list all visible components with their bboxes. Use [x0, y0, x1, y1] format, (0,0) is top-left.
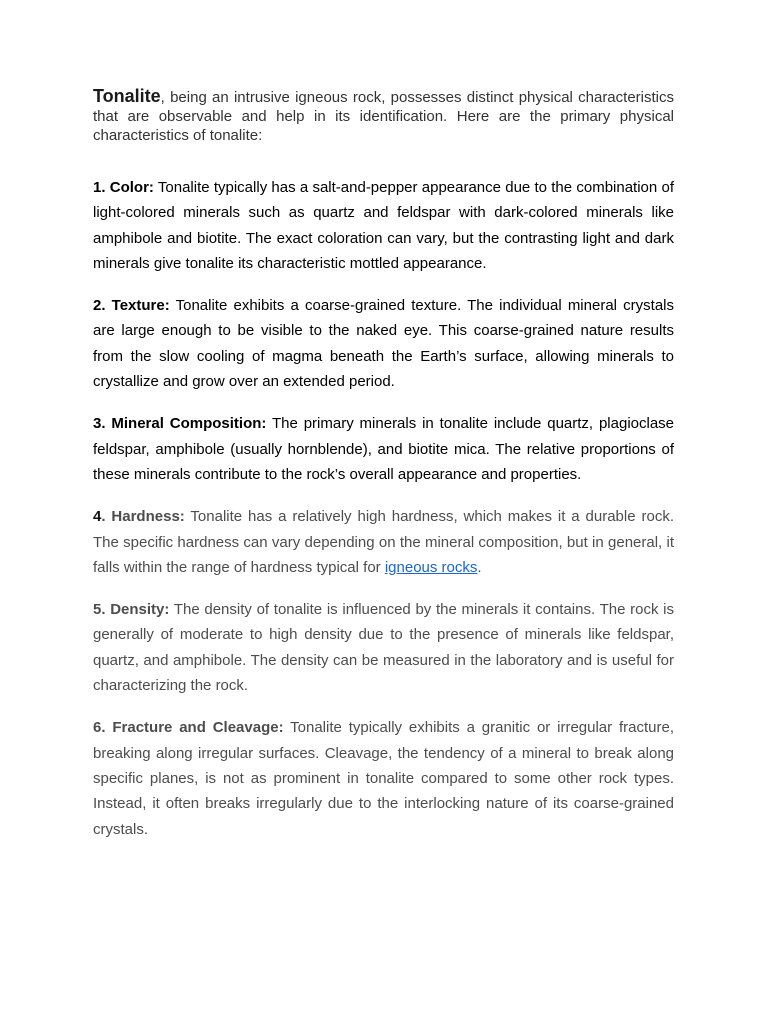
characteristic-texture: [93, 293, 674, 394]
item-text: Tonalite has a relatively high hardness, which makes it a durable rock. The specific hardness can vary depending on the mineral composition, but in general, it falls within the range of hardness typical for: [93, 508, 674, 576]
item-number: 6.: [93, 719, 106, 737]
characteristic-color: [93, 175, 674, 276]
item-text: The primary minerals in tonalite include quartz, plagioclase feldspar, amphibole (usually hornblende), and biotite mica. The relative proportions of these minerals contribute to the rock’s overall appearance and properties.: [93, 415, 675, 483]
item-text: Tonalite exhibits a coarse-grained texture. The individual mineral crystals are large enough to be visible to the naked eye. This coarse-grained nature results from the slow cooling of magma beneath the Earth’s surface, allowing minerals to crystallize and grow over an extended period.: [93, 297, 674, 391]
item-label: Color:: [105, 179, 154, 196]
item-number: 2: [93, 297, 102, 315]
intro-text: , being an intrusive igneous rock, possesses distinct physical characteristics that are observable and help in its identification. Here are the primary physical characteristics of tonalite:: [93, 89, 674, 144]
item-label: Mineral Composition:: [105, 415, 267, 433]
item-text: The density of tonalite is influenced by the minerals it contains. The rock is generally of moderate to high density due to the presence of minerals like feldspar, quartz, and amphibole. The density can be measured in the laboratory and is useful for characterizing the rock.: [93, 601, 674, 695]
intro-paragraph: [93, 87, 674, 145]
item-number: 1.: [93, 179, 106, 196]
item-text-end: .: [477, 558, 482, 576]
item-label: . Hardness:: [101, 508, 185, 526]
item-number: 5.: [93, 601, 106, 619]
igneous-rocks-link[interactable]: igneous rocks: [384, 558, 478, 576]
characteristic-density: [93, 597, 674, 698]
item-label: . Texture:: [101, 297, 170, 315]
document-page: [93, 87, 674, 842]
item-label: Density:: [105, 601, 170, 619]
item-text: Tonalite typically exhibits a granitic or irregular fracture, breaking along irregular surfaces. Cleavage, the tendency of a mineral to break along specific planes, is not as prominent in tonalite compared to some other rock types. Instead, it often breaks irregularly due to the interlocking nature of its coarse-grained crystals.: [93, 719, 674, 838]
item-label: Fracture and Cleavage:: [105, 719, 284, 737]
intro-term: Tonalite: [93, 86, 161, 106]
characteristic-mineral-composition: [93, 411, 674, 487]
item-number: 4: [93, 508, 102, 526]
item-text: Tonalite typically has a salt-and-pepper appearance due to the combination of light-colored minerals such as quartz and feldspar with dark-colored minerals like amphibole and biotite. The exact coloration can vary, but the contrasting light and dark minerals give tonalite its characteristic mottled appearance.: [93, 179, 674, 272]
characteristic-fracture-cleavage: [93, 715, 674, 841]
characteristic-hardness: [93, 504, 674, 580]
item-number: 3.: [93, 415, 106, 433]
